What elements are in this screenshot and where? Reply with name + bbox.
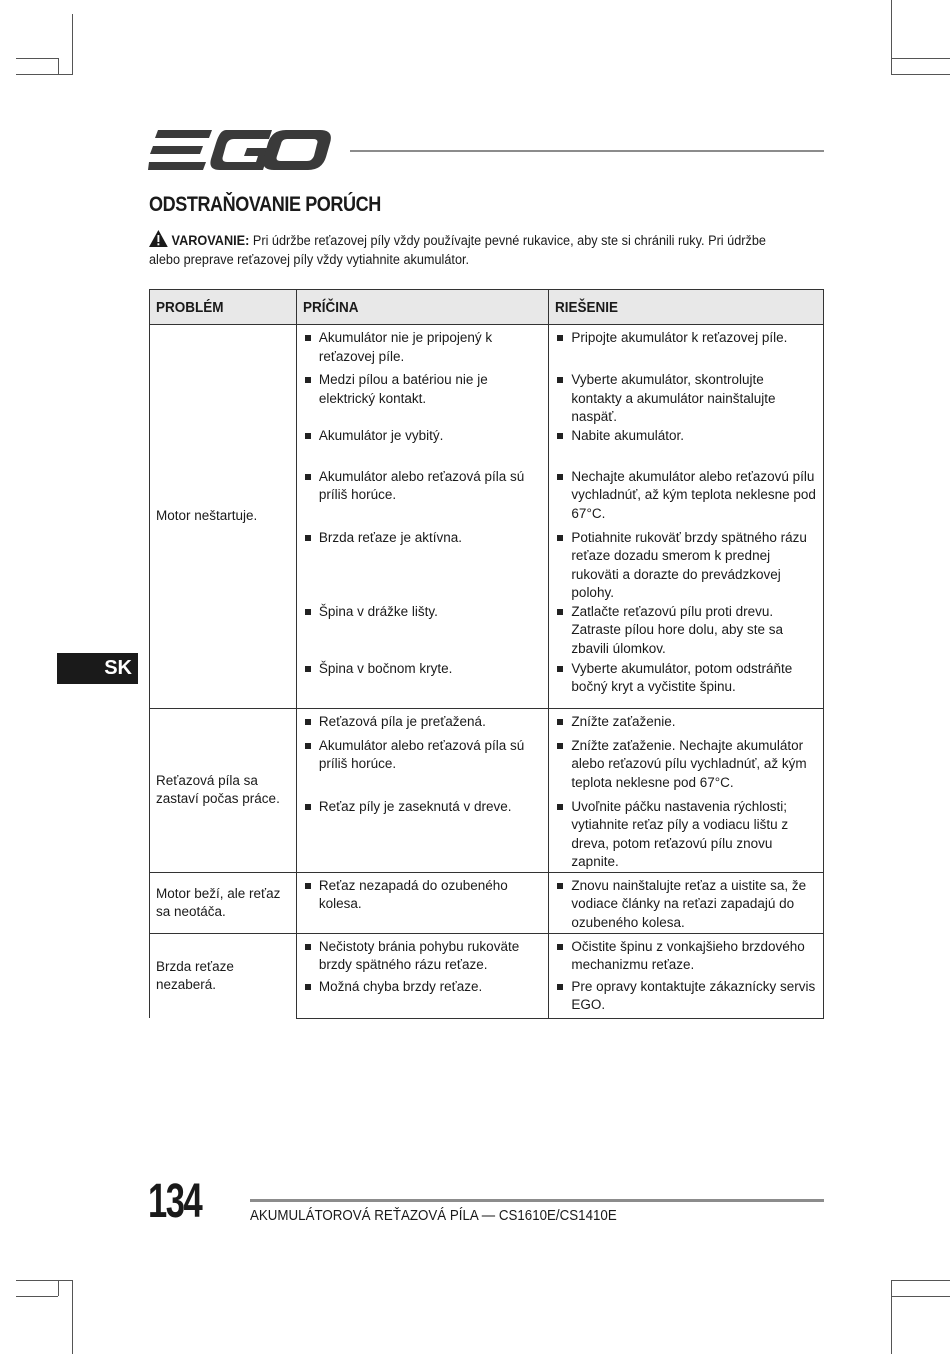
solution-cell: Vyberte akumulátor, potom odstráňte bočný kryt a vyčistite špinu. (549, 660, 824, 709)
crop-mark (16, 58, 58, 59)
solution-cell: Uvoľnite páčku nastavenia rýchlosti; vytiahnite reťaz píly a vodiacu lištu z dreva, potom reťazovú pílu znovu zapnite. (549, 798, 824, 873)
crop-mark (891, 1296, 950, 1297)
solution-cell: Pre opravy kontaktujte zákaznícky servis EGO. (549, 978, 824, 1019)
crop-mark (72, 14, 73, 74)
cause-cell: Nečistoty bránia pohybu rukoväte brzdy spätného rázu reťaze. (296, 933, 549, 978)
table-row (150, 708, 824, 737)
cause-cell: Špina v bočnom kryte. (296, 660, 549, 709)
crop-mark (891, 74, 950, 75)
table-row (150, 325, 824, 372)
cause-cell: Špina v drážke lišty. (296, 603, 549, 660)
column-header-cause: PRÍČINA (296, 290, 549, 325)
warning-triangle-icon (149, 230, 168, 247)
table-header-row (150, 290, 824, 325)
warning-text: Pri údržbe reťazovej píly vždy používajte pevné rukavice, aby ste si chránili ruky. Pri údržbe alebo preprave reťazovej píly vždy vytiahnite akumulátor. (149, 233, 766, 267)
language-tab: SK (57, 653, 138, 684)
solution-cell: Potiahnite rukoväť brzdy spätného rázu reťaze dozadu smerom k prednej rukoväti a dorazte do prevádzkovej polohy. (549, 529, 824, 603)
column-header-solution: RIEŠENIE (549, 290, 824, 325)
solution-cell: Pripojte akumulátor k reťazovej píle. (549, 325, 824, 372)
page-number: 134 (148, 1175, 202, 1228)
crop-mark (891, 1280, 950, 1281)
footer-rule (250, 1199, 824, 1202)
cause-cell: Medzi pílou a batériou nie je elektrický kontakt. (296, 371, 549, 427)
cause-cell: Akumulátor alebo reťazová píla sú príliš horúce. (296, 468, 549, 529)
problem-cell: Brzda reťaze nezaberá. (150, 933, 297, 1018)
crop-mark (58, 58, 59, 74)
solution-cell: Vyberte akumulátor, skontrolujte kontakty a akumulátor nainštalujte naspäť. (549, 371, 824, 427)
crop-mark (72, 1280, 73, 1354)
cause-cell: Reťazová píla je preťažená. (296, 708, 549, 737)
crop-mark (16, 74, 73, 75)
cause-cell: Reťaz píly je zaseknutá v dreve. (296, 798, 549, 873)
section-title: ODSTRAŇOVANIE PORÚCH (149, 193, 381, 216)
crop-mark (891, 58, 950, 59)
solution-cell: Znovu nainštalujte reťaz a uistite sa, že vodiace články na reťazi zapadajú do ozubeného kolesa. (549, 872, 824, 933)
cause-cell: Možná chyba brzdy reťaze. (296, 978, 549, 1019)
problem-cell: Motor beží, ale reťaz sa neotáča. (150, 872, 297, 933)
crop-mark (891, 0, 892, 74)
table-row (150, 872, 824, 933)
ego-logo (148, 128, 333, 174)
column-header-problem: PROBLÉM (150, 290, 297, 325)
footer-text: AKUMULÁTOROVÁ REŤAZOVÁ PÍLA — CS1610E/CS1410E (250, 1208, 617, 1224)
solution-cell: Očistite špinu z vonkajšieho brzdového mechanizmu reťaze. (549, 933, 824, 978)
problem-cell: Motor neštartuje. (150, 325, 297, 709)
table-row (150, 933, 824, 978)
crop-mark (16, 1296, 58, 1297)
solution-cell: Nechajte akumulátor alebo reťazovú pílu vychladnúť, až kým teplota neklesne pod 67°C. (549, 468, 824, 529)
solution-cell: Znížte zaťaženie. Nechajte akumulátor alebo reťazovú pílu vychladnúť, až kým teplota neklesne pod 67°C. (549, 737, 824, 798)
troubleshooting-table (149, 289, 824, 1019)
crop-mark (891, 1280, 892, 1354)
cause-cell: Akumulátor nie je pripojený k reťazovej píle. (296, 325, 549, 372)
warning-paragraph (149, 230, 798, 269)
solution-cell: Nabite akumulátor. (549, 427, 824, 468)
cause-cell: Akumulátor alebo reťazová píla sú príliš horúce. (296, 737, 549, 798)
cause-cell: Akumulátor je vybitý. (296, 427, 549, 468)
solution-cell: Znížte zaťaženie. (549, 708, 824, 737)
crop-mark (58, 1280, 59, 1296)
warning-label: VAROVANIE: (171, 233, 250, 248)
solution-cell: Zatlačte reťazovú pílu proti drevu. Zatraste pílou hore dolu, aby ste sa zbavili úlomkov. (549, 603, 824, 660)
cause-cell: Reťaz nezapadá do ozubeného kolesa. (296, 872, 549, 933)
problem-cell: Reťazová píla sa zastaví počas práce. (150, 708, 297, 872)
cause-cell: Brzda reťaze je aktívna. (296, 529, 549, 603)
header-rule (350, 150, 824, 152)
crop-mark (16, 1280, 73, 1281)
